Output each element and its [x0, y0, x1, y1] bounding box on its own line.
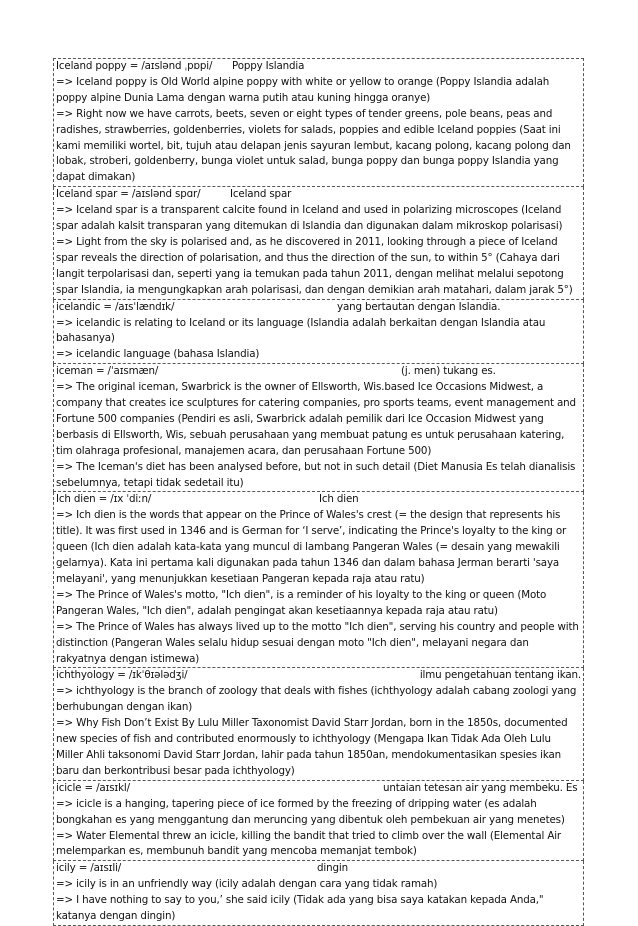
entry-example: => Iceland spar is a transparent calcite found in Iceland and used in polarizing microscopes (Iceland spar adalah kalsit transparan yang ditemukan di Islandia dan digunakan dalam mikroskop polarisasi): [56, 204, 563, 233]
entry-word: icily = /aɪsɪli/: [56, 862, 122, 875]
entry-head: [56, 781, 581, 797]
entry-example: => The original iceman, Swarbrick is the owner of Ellsworth, Wis.based Ice Occasions Midwest, a company that creates ice sculptures for catering companies, pro sports teams, event management and Fortune 500 companies (Pendiri es asli, Swarbrick adalah pemilik dari Ice Occasion Midwest yang berbasis di Ellsworth, Wis, sebuah perusahaan yang membuat patung es untuk perusahaan katering, tim olahraga profesional, manajemen acara, dan perusahaan Fortune 500): [56, 381, 576, 457]
entry-ichthyology: [53, 668, 584, 780]
entry-word: Iceland poppy = /aɪslənd ˌpɒpi/: [56, 60, 213, 72]
entry-meaning: Ich dien: [319, 493, 359, 506]
entry-icicle: [53, 781, 584, 862]
entry-head: [56, 861, 581, 877]
entry-icily: [53, 861, 584, 926]
entry-iceland-poppy: [53, 58, 584, 187]
entry-meaning: (j. men) tukang es.: [401, 365, 496, 378]
entry-meaning: yang bertautan dengan Islandia.: [337, 300, 501, 313]
entry-example: => I have nothing to say to you,’ she said icily (Tidak ada yang bisa saya katakan kepada Anda," katanya dengan dingin): [56, 894, 544, 923]
entry-ich-dien: [53, 492, 584, 668]
entry-example: => The Prince of Wales's motto, "Ich dien", is a reminder of his loyalty to the king or queen (Moto Pangeran Wales, "Ich dien", adalah pengingat akan kesetiaannya kepada raja atau ratu): [56, 588, 547, 617]
entry-head: [56, 364, 581, 380]
entry-example: => The Iceman's diet has been analysed before, but not in such detail (Diet Manusia Es telah dianalisis sebelumnya, tetapi tidak sedetail itu): [56, 460, 576, 489]
entry-meaning: ilmu pengetahuan tentang ikan.: [419, 669, 581, 682]
entry-meaning: dingin: [317, 862, 348, 875]
entry-iceland-spar: [53, 187, 584, 299]
dictionary-page: [53, 58, 584, 926]
entry-head: [56, 492, 581, 508]
entry-head: [56, 300, 581, 316]
entry-example: => Right now we have carrots, beets, seven or eight types of tender greens, pole beans, peas and radishes, strawberries, goldenberries, violets for salads, poppies and edible Iceland poppies (Saat ini kami memiliki wortel, bit, tujuh atau delapan jenis sayuran lembut, kacang polong, kacang polong dan lobak, stroberi, goldenberry, bunga violet untuk salad, bunga poppy dan bunga poppy Islandia yang dapat dimakan): [56, 107, 571, 184]
entry-icelandic: [53, 300, 584, 365]
entry-example: => The Prince of Wales has always lived up to the motto "Ich dien", serving his country and people with distinction (Pangeran Wales selalu hidup sesuai dengan moto "Ich dien", melayani negara dan rakyatnya dengan istimewa): [56, 620, 579, 665]
entry-example: => ichthyology is the branch of zoology that deals with fishes (ichthyology adalah cabang zoologi yang berhubungan dengan ikan): [56, 685, 577, 714]
entry-example: => icily is in an unfriendly way (icily adalah dengan cara yang tidak ramah): [56, 878, 438, 891]
entry-word: iceman = /ˈaɪsmæn/: [56, 365, 159, 378]
entry-word: icicle = /aɪsɪkl/: [56, 781, 130, 794]
entry-example: => icicle is a hanging, tapering piece of ice formed by the freezing of dripping water (es adalah bongkahan es yang menggantung dan meruncing yang dibentuk oleh pembekuan air yang menetes): [56, 797, 565, 826]
entry-word: Ich dien = /ɪx ˈdiːn/: [56, 493, 152, 506]
entry-example: => Light from the sky is polarised and, as he discovered in 2011, looking through a piece of Iceland spar reveals the direction of polarisation, and thus the direction of the sun, to within 5° (Cahaya dari langit terpolarisasi dan, seperti yang ia temukan pada tahun 2011, dengan melihat melalui sepotong spar Islandia, ia mengungkapkan arah polarisasi, dan dengan demikian arah matahari, dalam jarak 5°): [56, 235, 573, 296]
entry-example: => icelandic is relating to Iceland or its language (Islandia adalah berkaitan dengan Islandia atau bahasanya): [56, 316, 546, 345]
entry-meaning: untaian tetesan air yang membeku. Es: [383, 781, 578, 794]
entry-iceman: [53, 364, 584, 492]
entry-example: => icelandic language (bahasa Islandia): [56, 348, 260, 361]
entry-example: => Iceland poppy is Old World alpine poppy with white or yellow to orange (Poppy Islandia adalah poppy alpine Dunia Lama dengan warna putih atau kuning hingga oranye): [56, 75, 550, 104]
entry-head: [56, 59, 581, 75]
entry-example: => Why Fish Don’t Exist By Lulu Miller Taxonomist David Starr Jordan, born in the 1850s, documented new species of fish and contributed enormously to ichthyology (Mengapa Ikan Tidak Ada Oleh Lulu Miller Ahli taksonomi David Starr Jordan, lahir pada tahun 1850an, mendokumentasikan spesies ikan baru dan berkontribusi besar pada ichthyology): [56, 717, 568, 777]
entry-word: ichthyology = /ɪkˈθɪələdʒi/: [56, 669, 188, 682]
entry-meaning: Poppy Islandia: [232, 60, 305, 72]
entry-example: => Water Elemental threw an icicle, killing the bandit that tried to climb over the wall (Elemental Air melemparkan es, membunuh bandit yang mencoba memanjat tembok): [56, 829, 562, 858]
entry-head: [56, 668, 581, 684]
entry-head: [56, 187, 581, 203]
entry-example: => Ich dien is the words that appear on the Prince of Wales's crest (= the design that represents his title). It was first used in 1346 and is German for ‘I serve’, indicating the Prince's loyalty to the king or queen (Ich dien adalah kata-kata yang muncul di lambang Pangeran Wales (= desain yang mewakili gelarnya). Kata ini pertama kali digunakan pada tahun 1346 dan dalam bahasa Jerman berarti 'saya melayani', yang menunjukkan kesetiaan Pangeran kepada raja atau ratu): [56, 509, 567, 585]
entry-word: Iceland spar = /aɪslənd spɑr/: [56, 188, 201, 201]
entry-meaning: Iceland spar: [230, 188, 292, 201]
entry-word: icelandic = /aɪsˈlændɪk/: [56, 300, 175, 313]
